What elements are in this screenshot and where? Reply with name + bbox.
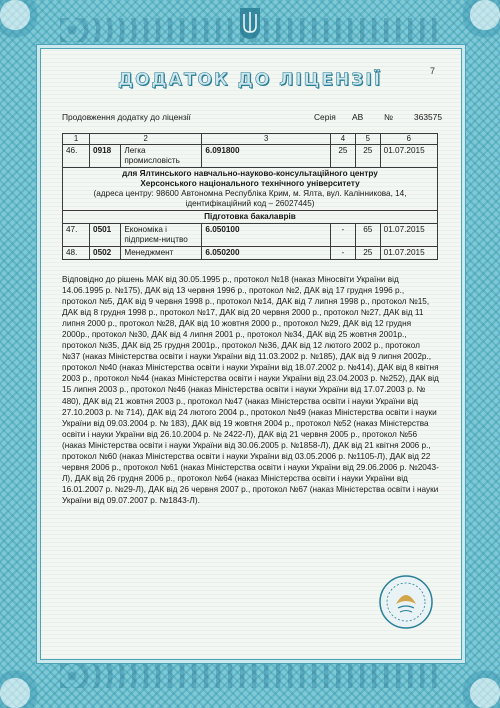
section-line: Херсонського національного технічного університету bbox=[140, 179, 360, 188]
quota-extramural: 25 bbox=[355, 145, 380, 168]
number-value: 363575 bbox=[414, 112, 442, 122]
specialty-code: 6.091800 bbox=[202, 145, 331, 168]
bottom-garland bbox=[60, 664, 440, 688]
valid-until: 01.07.2015 bbox=[380, 145, 437, 168]
section-address: ідентифікаційний код – 26027445) bbox=[185, 199, 315, 208]
continuation-line bbox=[62, 112, 442, 122]
valid-until: 01.07.2015 bbox=[380, 224, 437, 247]
section-line: для Ялтинського навчально-науково-консультаційного центру bbox=[122, 169, 378, 178]
table-header bbox=[63, 134, 438, 145]
table-row bbox=[63, 145, 438, 168]
series-label: Серія bbox=[314, 112, 336, 122]
column-header: 5 bbox=[355, 134, 380, 145]
section-address: (адреса центру: 98600 Автономна Республіка Крим, м. Ялта, вул. Калінникова, 14, bbox=[93, 189, 407, 198]
series-value: АВ bbox=[352, 112, 364, 122]
direction-name: Менеджмент bbox=[121, 247, 202, 260]
quota-extramural: 65 bbox=[355, 224, 380, 247]
trident-icon bbox=[238, 6, 262, 40]
row-number: 47. bbox=[63, 224, 90, 247]
section-heading bbox=[63, 168, 438, 211]
page-number: 7 bbox=[430, 66, 436, 76]
direction-name: Легка промисловість bbox=[121, 145, 202, 168]
continuation-text: Продовження додатку до ліцензії bbox=[62, 112, 191, 122]
column-header: 3 bbox=[202, 134, 331, 145]
direction-code: 0501 bbox=[90, 224, 121, 247]
quota-day: 25 bbox=[330, 145, 355, 168]
column-header: 6 bbox=[380, 134, 437, 145]
column-header: 1 bbox=[63, 134, 90, 145]
quota-extramural: 25 bbox=[355, 247, 380, 260]
valid-until: 01.07.2015 bbox=[380, 247, 437, 260]
column-header: 2 bbox=[90, 134, 202, 145]
specialty-code: 6.050200 bbox=[202, 247, 331, 260]
subheading: Підготовка бакалаврів bbox=[63, 211, 438, 224]
license-table bbox=[62, 133, 438, 260]
table-row bbox=[63, 224, 438, 247]
subheading-row bbox=[63, 211, 438, 224]
quota-day: - bbox=[330, 247, 355, 260]
direction-name: Економіка і підприєм-ництво bbox=[121, 224, 202, 247]
table-row bbox=[63, 247, 438, 260]
page-title: ДОДАТОК ДО ЛІЦЕНЗІЇ bbox=[117, 70, 383, 90]
column-header: 4 bbox=[330, 134, 355, 145]
row-number: 48. bbox=[63, 247, 90, 260]
quota-day: - bbox=[330, 224, 355, 247]
decision-paragraph: Відповідно до рішень МАК від 30.05.1995 р., протокол №18 (наказ Міносвіти України від 14.06.1995 р. №175), ДАК від 13 червня 1996 р., протокол №2, ДАК від 17 грудня 1996 р., протокол №5, ДАК від 9 червня 1998 р., протокол №14, ДАК від 7 липня 1998 р., протокол №15, ДАК від 8 грудня 1998 р., протокол №17, ДАК від 20 червня 2000 р., протокол №27, ДАК від 11 липня 2000 р., протокол №28, ДАК від 10 жовтня 2000 р., протокол №29, ДАК від 12 грудня 2000р., протокол №30, ДАК від 4 липня 2001 р., протокол №34, ДАК від 25 жовтня 2001р., протокол №35, ДАК від 25 грудня 2001р., протокол №36, ДАК від 12 лютого 2002 р., протокол №37 (наказ Міністерства освіти і науки України від 11.03.2002 р. №185), ДАК від 9 липня 2002р., протокол №40 (наказ Міністерства освіти і науки України від 18.07.2002 р. №414), ДАК від 8 квітня 2003 р., протокол №44 (наказ Міністерства освіти і науки України від 23.04.2003 р. №252), ДАК від 15 липня 2003 р., протокол №46 (наказ Міністерства освіти і науки України від 17.07.2003 р. № 480), ДАК від 21 жовтня 2003 р., протокол №47 (наказ Міністерства освіти і науки України від 27.10.2003 р. № 714), ДАК від 24 лютого 2004 р., протокол №49 (наказ Міністерства освіти і науки України від 09.03.2004 р. № 183), ДАК від 19 жовтня 2004 р., протокол №52 (наказ Міністерства освіти і науки України від 26.10.2004 р. № 2422-Л), ДАК від 21 червня 2005 р., протокол №56 (наказ Міністерства освіти і науки України від 30.06.2005 р. №1858-Л), ДАК від 21 квітня 2006 р., протокол №60 (наказ Міністерства освіти і науки України від 03.05.2006 р. №1105-Л), ДАК від 22 червня 2006 р., протокол №61 (наказ Міністерства освіти і науки України від 29.06.2006 р. №2043-Л), ДАК від 26 грудня 2006 р., протокол №64 (наказ Міністерства освіти і науки України від 16.01.2007 р. №29-Л), ДАК від 26 червня 2007 р., протокол №67 (наказ Міністерства освіти і науки України від 09.07.2007 р. №1843-Л). bbox=[62, 275, 439, 505]
seal-emblem bbox=[378, 574, 434, 630]
number-label: № bbox=[384, 112, 393, 122]
direction-code: 0502 bbox=[90, 247, 121, 260]
row-number: 46. bbox=[63, 145, 90, 168]
direction-code: 0918 bbox=[90, 145, 121, 168]
specialty-code: 6.050100 bbox=[202, 224, 331, 247]
